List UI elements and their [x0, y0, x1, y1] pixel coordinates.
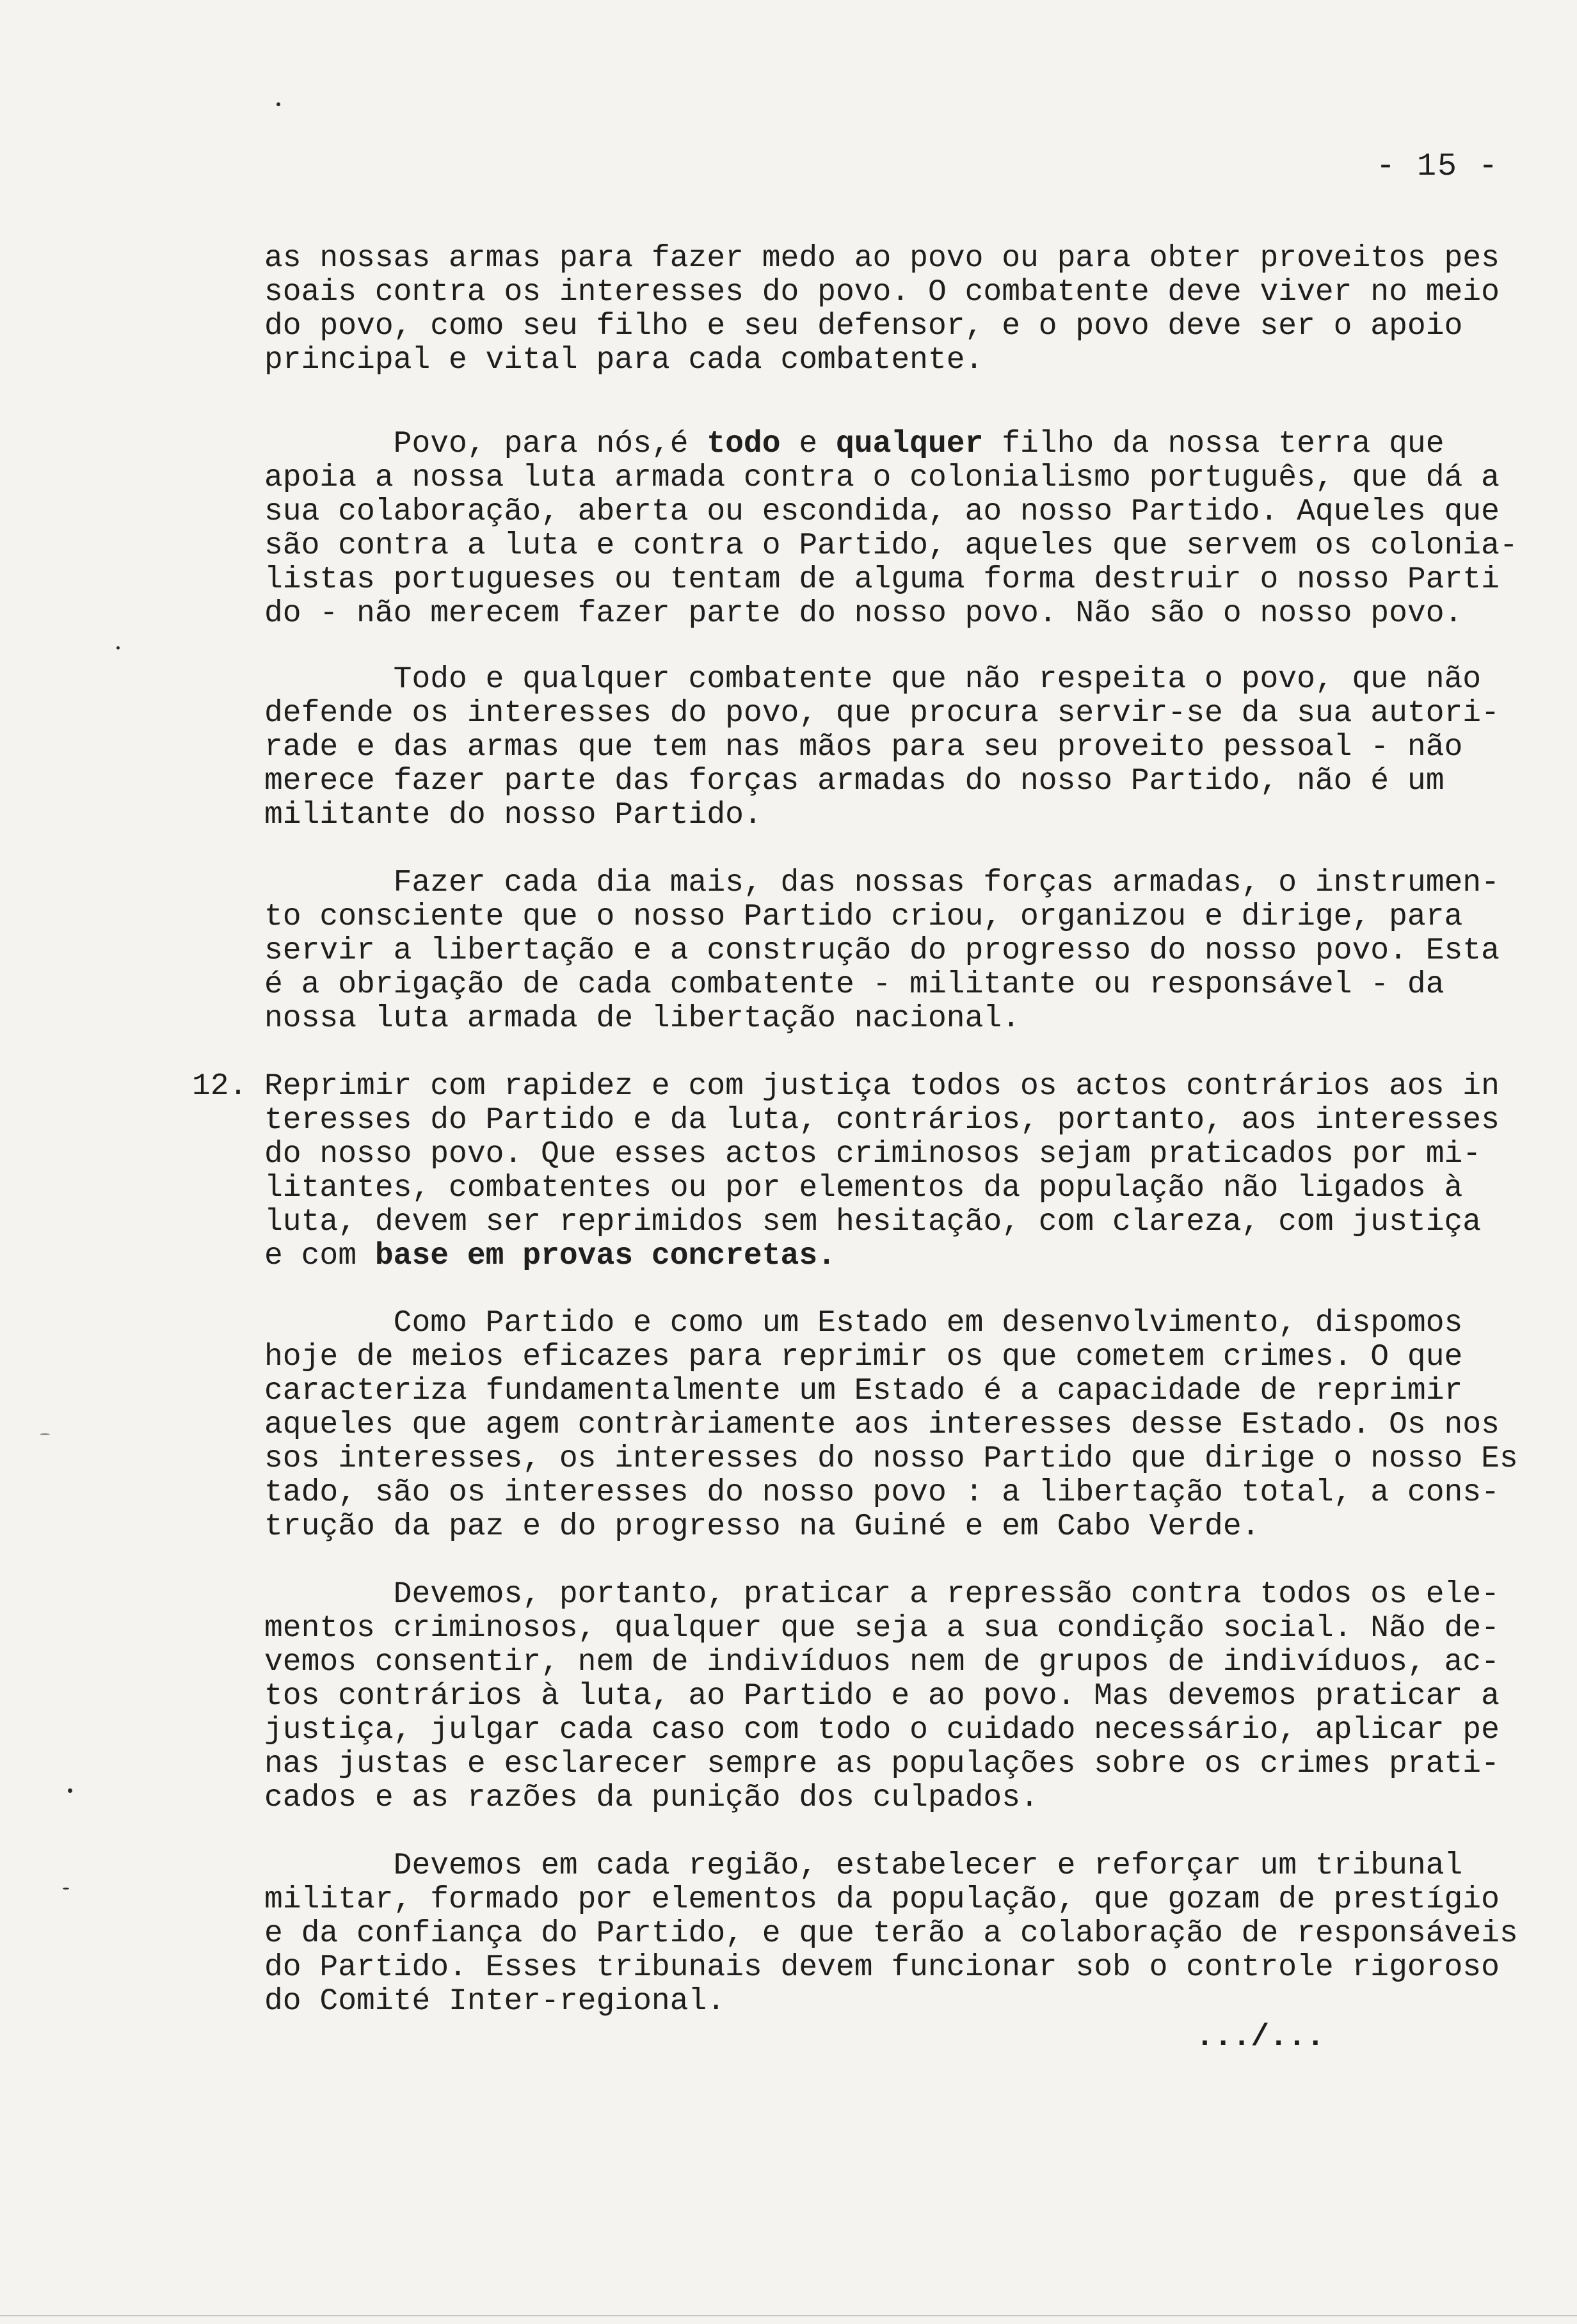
p7-line-4: tos contrários à luta, ao Partido e ao povo. Mas devemos praticar a	[264, 1679, 1500, 1714]
p6-line-3: caracteriza fundamentalmente um Estado é a capacidade de reprimir	[264, 1374, 1463, 1408]
p2-line-3: sua colaboração, aberta ou escondida, ao nosso Partido. Aqueles que	[264, 495, 1500, 529]
p3-line-2: defende os interesses do povo, que procura servir-se da sua autori-	[264, 696, 1500, 731]
p3-line-4: merece fazer parte das forças armadas do nosso Partido, não é um	[264, 764, 1445, 799]
p2-line-2: apoia a nossa luta armada contra o colonialismo português, que dá a	[264, 461, 1500, 495]
p1-line-2: soais contra os interesses do povo. O combatente deve viver no meio	[264, 275, 1500, 310]
paragraph-1	[264, 242, 1538, 378]
paragraph-4	[264, 866, 1538, 1036]
p7-line-7: cados e as razões da punição dos culpados.	[264, 1781, 1039, 1815]
p1-line-3: do povo, como seu filho e seu defensor, e o povo deve ser o apoio	[264, 309, 1463, 344]
item12-line-2: teresses do Partido e da luta, contrários, portanto, aos interesses	[264, 1103, 1500, 1138]
p8-line-2: militar, formado por elementos da população, que gozam de prestígio	[264, 1882, 1500, 1917]
item12-line-6b: base em provas concretas.	[374, 1239, 836, 1273]
p6-line-1: Como Partido e como um Estado em desenvolvimento, dispomos	[264, 1306, 1463, 1341]
scan-edge-line	[0, 2315, 1577, 2316]
paragraph-6	[264, 1307, 1538, 1544]
p6-line-7: trução da paz e do progresso na Guiné e em Cabo Verde.	[264, 1509, 1260, 1544]
p2-line-1e: filho da nossa terra que	[983, 427, 1445, 461]
p8-line-4: do Partido. Esses tribunais devem funcionar sob o controle rigoroso	[264, 1950, 1500, 1985]
scan-speck	[276, 102, 280, 106]
p2-line-1d: qualquer	[835, 427, 984, 461]
item12-line-1: Reprimir com rapidez e com justiça todos os actos contrários aos in	[264, 1069, 1500, 1104]
item12-line-6a: e com	[264, 1239, 375, 1273]
p4-line-2: to consciente que o nosso Partido criou, organizou e dirige, para	[264, 900, 1463, 934]
p2-line-1c: e	[780, 427, 836, 461]
p7-line-5: justiça, julgar cada caso com todo o cuidado necessário, aplicar pe	[264, 1713, 1500, 1747]
p4-line-1: Fazer cada dia mais, das nossas forças armadas, o instrumen-	[264, 866, 1500, 900]
p2-line-4: são contra a luta e contra o Partido, aqueles que servem os colonia-	[264, 529, 1518, 563]
p2-line-1b: todo	[707, 427, 781, 461]
scan-speck	[116, 646, 120, 649]
p2-line-1a: Povo, para nós,é	[264, 427, 707, 461]
p2-line-5: listas portugueses ou tentam de alguma forma destruir o nosso Parti	[264, 562, 1500, 597]
paragraph-3	[264, 663, 1538, 832]
page-number: - 15 -	[1376, 148, 1500, 185]
item12-line-5: luta, devem ser reprimidos sem hesitação, com clareza, com justiça	[264, 1205, 1482, 1239]
p7-line-2: mentos criminosos, qualquer que seja a sua condição social. Não de-	[264, 1611, 1500, 1646]
paragraph-7	[264, 1578, 1538, 1815]
scan-speck	[63, 1888, 69, 1890]
p2-line-6: do - não merecem fazer parte do nosso povo. Não são o nosso povo.	[264, 596, 1463, 631]
p6-line-4: aqueles que agem contràriamente aos interesses desse Estado. Os nos	[264, 1408, 1500, 1442]
p1-line-4: principal e vital para cada combatente.	[264, 343, 984, 378]
item-number-12: 12.	[192, 1069, 248, 1104]
paragraph-8	[264, 1849, 1538, 2019]
p7-line-1: Devemos, portanto, praticar a repressão contra todos os ele-	[264, 1577, 1500, 1612]
scan-speck	[40, 1433, 50, 1435]
p7-line-3: vemos consentir, nem de indivíduos nem de grupos de indivíduos, ac-	[264, 1645, 1500, 1680]
p1-line-1: as nossas armas para fazer medo ao povo ou para obter proveitos pes	[264, 241, 1500, 276]
p8-line-5: do Comité Inter-regional.	[264, 1984, 726, 2019]
p4-line-4: é a obrigação de cada combatente - militante ou responsável - da	[264, 967, 1445, 1002]
scan-speck	[68, 1788, 72, 1793]
p6-line-5: sos interesses, os interesses do nosso Partido que dirige o nosso Es	[264, 1442, 1518, 1476]
p8-line-1: Devemos em cada região, estabelecer e reforçar um tribunal	[264, 1849, 1463, 1883]
item-12-text	[264, 1070, 1538, 1273]
continuation-mark: .../...	[1196, 2020, 1325, 2055]
p3-line-1: Todo e qualquer combatente que não respeita o povo, que não	[264, 662, 1482, 697]
p6-line-2: hoje de meios eficazes para reprimir os que cometem crimes. O que	[264, 1340, 1463, 1374]
p7-line-6: nas justas e esclarecer sempre as populações sobre os crimes prati-	[264, 1747, 1500, 1781]
p4-line-5: nossa luta armada de libertação nacional.	[264, 1001, 1020, 1036]
p3-line-3: rade e das armas que tem nas mãos para seu proveito pessoal - não	[264, 730, 1463, 765]
p8-line-3: e da confiança do Partido, e que terão a colaboração de responsáveis	[264, 1916, 1518, 1951]
item12-line-3: do nosso povo. Que esses actos criminosos sejam praticados por mi-	[264, 1137, 1482, 1172]
paragraph-2	[264, 427, 1538, 631]
item12-line-4: litantes, combatentes ou por elementos da população não ligados à	[264, 1171, 1463, 1206]
p3-line-5: militante do nosso Partido.	[264, 798, 762, 832]
p6-line-6: tado, são os interesses do nosso povo : a libertação total, a cons-	[264, 1476, 1500, 1510]
p4-line-3: servir a libertação e a construção do progresso do nosso povo. Esta	[264, 934, 1500, 968]
